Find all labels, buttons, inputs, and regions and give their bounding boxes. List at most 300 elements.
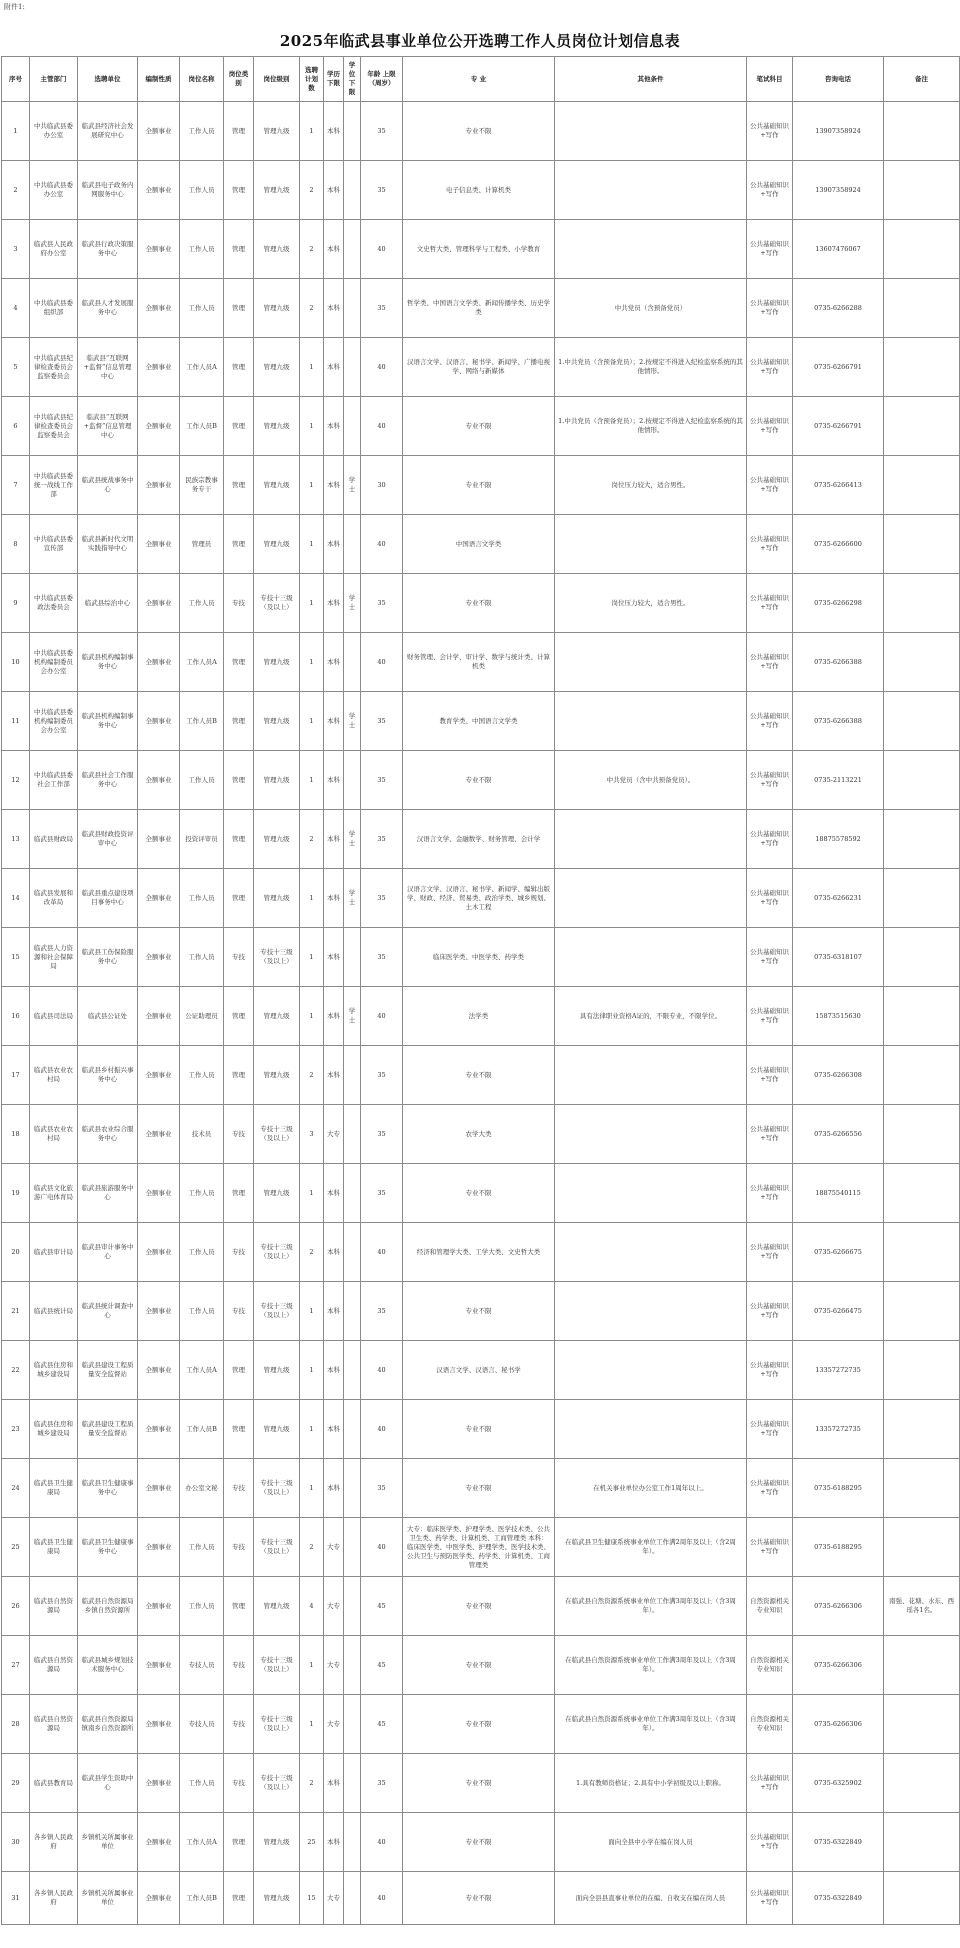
cell-count: 1 bbox=[300, 633, 324, 692]
cell-edu: 本科 bbox=[324, 1459, 344, 1518]
cell-note bbox=[884, 810, 960, 869]
cell-age: 45 bbox=[361, 1577, 403, 1636]
cell-major: 临床医学类、中医学类、药学类 bbox=[403, 928, 555, 987]
cell-major: 法学类 bbox=[403, 987, 555, 1046]
cell-level: 专技十三级（及以上） bbox=[254, 1695, 300, 1754]
cell-age: 40 bbox=[361, 1400, 403, 1459]
cell-level: 专技十三级（及以上） bbox=[254, 1518, 300, 1577]
header-count: 选聘计划数 bbox=[300, 57, 324, 102]
cell-dept: 临武县发展和改革局 bbox=[30, 869, 78, 928]
cell-dept: 中共临武县纪律检查委员会监察委员会 bbox=[30, 397, 78, 456]
cell-no: 19 bbox=[2, 1164, 30, 1223]
cell-nature: 全额事业 bbox=[138, 456, 180, 515]
cell-phone: 0735-6322849 bbox=[793, 1872, 884, 1925]
header-major: 专 业 bbox=[403, 57, 555, 102]
cell-category: 管理 bbox=[224, 810, 254, 869]
cell-degree bbox=[344, 1695, 361, 1754]
cell-unit: 临武县农业综合服务中心 bbox=[78, 1105, 138, 1164]
cell-dept: 临武县统计局 bbox=[30, 1282, 78, 1341]
cell-edu: 本科 bbox=[324, 102, 344, 161]
cell-conditions: 在临武县卫生健康系统事业单位工作满2周年及以上（含2周年）。 bbox=[555, 1518, 747, 1577]
cell-category: 专技 bbox=[224, 574, 254, 633]
cell-nature: 全额事业 bbox=[138, 220, 180, 279]
cell-phone: 0735-6266231 bbox=[793, 869, 884, 928]
cell-level: 管理九级 bbox=[254, 515, 300, 574]
cell-dept: 各乡镇人民政府 bbox=[30, 1872, 78, 1925]
cell-category: 专技 bbox=[224, 1282, 254, 1341]
cell-unit: 临武县卫生健康事务中心 bbox=[78, 1518, 138, 1577]
cell-exam: 自然资源相关专业知识 bbox=[747, 1695, 793, 1754]
cell-no: 20 bbox=[2, 1223, 30, 1282]
cell-level: 专技十三级（及以上） bbox=[254, 928, 300, 987]
cell-phone: 13907358924 bbox=[793, 161, 884, 220]
cell-dept: 中共临武县委办公室 bbox=[30, 102, 78, 161]
cell-age: 35 bbox=[361, 869, 403, 928]
cell-note bbox=[884, 456, 960, 515]
cell-dept: 中共临武县委机构编制委员会办公室 bbox=[30, 633, 78, 692]
header-phone: 咨询电话 bbox=[793, 57, 884, 102]
cell-age: 35 bbox=[361, 928, 403, 987]
cell-category: 管理 bbox=[224, 1813, 254, 1872]
cell-age: 40 bbox=[361, 987, 403, 1046]
cell-unit: 临武县建设工程质量安全监督站 bbox=[78, 1341, 138, 1400]
cell-major: 专业不限 bbox=[403, 1872, 555, 1925]
cell-level: 管理九级 bbox=[254, 1813, 300, 1872]
cell-nature: 全额事业 bbox=[138, 987, 180, 1046]
cell-note bbox=[884, 574, 960, 633]
cell-major: 专业不限 bbox=[403, 397, 555, 456]
cell-nature: 全额事业 bbox=[138, 102, 180, 161]
table-row bbox=[2, 220, 960, 279]
table-row bbox=[2, 1400, 960, 1459]
cell-edu: 本科 bbox=[324, 751, 344, 810]
cell-level: 管理九级 bbox=[254, 279, 300, 338]
cell-nature: 全额事业 bbox=[138, 1046, 180, 1105]
cell-post: 办公室文秘 bbox=[180, 1459, 224, 1518]
cell-phone: 13357272735 bbox=[793, 1341, 884, 1400]
cell-count: 1 bbox=[300, 869, 324, 928]
cell-nature: 全额事业 bbox=[138, 751, 180, 810]
cell-category: 管理 bbox=[224, 1046, 254, 1105]
cell-no: 23 bbox=[2, 1400, 30, 1459]
cell-major: 哲学类、中国语言文学类、新闻传播学类、历史学类 bbox=[403, 279, 555, 338]
cell-post: 工作人员A bbox=[180, 1341, 224, 1400]
cell-post: 工作人员 bbox=[180, 1046, 224, 1105]
cell-level: 管理九级 bbox=[254, 1164, 300, 1223]
table-row bbox=[2, 692, 960, 751]
cell-conditions: 面向全县县直事业单位的在编、自收支在编在岗人员 bbox=[555, 1872, 747, 1925]
cell-degree bbox=[344, 1400, 361, 1459]
cell-count: 1 bbox=[300, 1282, 324, 1341]
cell-age: 40 bbox=[361, 1518, 403, 1577]
cell-major: 电子信息类、计算机类 bbox=[403, 161, 555, 220]
table-row bbox=[2, 928, 960, 987]
cell-no: 26 bbox=[2, 1577, 30, 1636]
cell-degree bbox=[344, 397, 361, 456]
cell-age: 35 bbox=[361, 692, 403, 751]
cell-dept: 中共临武县委统一战线工作部 bbox=[30, 456, 78, 515]
cell-post: 工作人员 bbox=[180, 1518, 224, 1577]
cell-dept: 中共临武县委社会工作部 bbox=[30, 751, 78, 810]
cell-nature: 全额事业 bbox=[138, 1518, 180, 1577]
cell-age: 35 bbox=[361, 279, 403, 338]
cell-major: 专业不限 bbox=[403, 1636, 555, 1695]
cell-level: 专技十三级（及以上） bbox=[254, 1754, 300, 1813]
cell-degree bbox=[344, 1577, 361, 1636]
cell-post: 投资评审员 bbox=[180, 810, 224, 869]
cell-degree bbox=[344, 220, 361, 279]
cell-age: 40 bbox=[361, 338, 403, 397]
cell-no: 3 bbox=[2, 220, 30, 279]
cell-level: 专技十三级（及以上） bbox=[254, 1282, 300, 1341]
cell-conditions bbox=[555, 928, 747, 987]
table-row bbox=[2, 456, 960, 515]
cell-major: 专业不限 bbox=[403, 1754, 555, 1813]
cell-category: 管理 bbox=[224, 1341, 254, 1400]
cell-count: 2 bbox=[300, 1046, 324, 1105]
cell-dept: 临武县农业农村局 bbox=[30, 1105, 78, 1164]
cell-major: 专业不限 bbox=[403, 1400, 555, 1459]
cell-post: 工作人员 bbox=[180, 1164, 224, 1223]
cell-category: 专技 bbox=[224, 1695, 254, 1754]
cell-level: 专技十三级（及以上） bbox=[254, 1223, 300, 1282]
cell-phone: 0735-6266556 bbox=[793, 1105, 884, 1164]
cell-count: 1 bbox=[300, 751, 324, 810]
cell-degree bbox=[344, 1813, 361, 1872]
table-row bbox=[2, 515, 960, 574]
cell-count: 2 bbox=[300, 279, 324, 338]
cell-nature: 全额事业 bbox=[138, 1754, 180, 1813]
cell-note bbox=[884, 1282, 960, 1341]
cell-post: 工作人员 bbox=[180, 161, 224, 220]
cell-phone: 13907358924 bbox=[793, 102, 884, 161]
cell-nature: 全额事业 bbox=[138, 1695, 180, 1754]
cell-post: 工作人员 bbox=[180, 1223, 224, 1282]
cell-category: 专技 bbox=[224, 928, 254, 987]
cell-phone: 0735-6266288 bbox=[793, 279, 884, 338]
cell-edu: 本科 bbox=[324, 1341, 344, 1400]
cell-degree bbox=[344, 515, 361, 574]
cell-post: 工作人员A bbox=[180, 1813, 224, 1872]
cell-category: 管理 bbox=[224, 515, 254, 574]
cell-nature: 全额事业 bbox=[138, 1459, 180, 1518]
cell-major: 专业不限 bbox=[403, 1695, 555, 1754]
cell-nature: 全额事业 bbox=[138, 397, 180, 456]
cell-exam: 公共基础知识+写作 bbox=[747, 574, 793, 633]
cell-major: 汉语言文学、汉语言、秘书学 bbox=[403, 1341, 555, 1400]
cell-conditions: 在临武县自然资源系统事业单位工作满3周年及以上（含3周年）。 bbox=[555, 1695, 747, 1754]
cell-unit: 临武县经济社会发展研究中心 bbox=[78, 102, 138, 161]
cell-dept: 临武县自然资源局 bbox=[30, 1636, 78, 1695]
cell-degree bbox=[344, 1282, 361, 1341]
cell-count: 2 bbox=[300, 810, 324, 869]
cell-age: 35 bbox=[361, 810, 403, 869]
cell-major: 汉语言文学、汉语言、秘书学、新闻学、广播电视学、网络与新媒体 bbox=[403, 338, 555, 397]
header-post: 岗位名称 bbox=[180, 57, 224, 102]
cell-nature: 全额事业 bbox=[138, 633, 180, 692]
cell-no: 6 bbox=[2, 397, 30, 456]
cell-degree bbox=[344, 1341, 361, 1400]
cell-count: 1 bbox=[300, 1695, 324, 1754]
cell-phone: 13357272735 bbox=[793, 1400, 884, 1459]
cell-age: 45 bbox=[361, 1636, 403, 1695]
cell-edu: 本科 bbox=[324, 692, 344, 751]
cell-category: 专技 bbox=[224, 1754, 254, 1813]
cell-nature: 全额事业 bbox=[138, 161, 180, 220]
cell-dept: 中共临武县委办公室 bbox=[30, 161, 78, 220]
cell-no: 12 bbox=[2, 751, 30, 810]
cell-nature: 全额事业 bbox=[138, 338, 180, 397]
cell-level: 管理九级 bbox=[254, 220, 300, 279]
cell-unit: 临武县电子政务内网服务中心 bbox=[78, 161, 138, 220]
cell-no: 21 bbox=[2, 1282, 30, 1341]
cell-nature: 全额事业 bbox=[138, 928, 180, 987]
cell-nature: 全额事业 bbox=[138, 810, 180, 869]
table-row bbox=[2, 633, 960, 692]
cell-exam: 公共基础知识+写作 bbox=[747, 161, 793, 220]
cell-no: 10 bbox=[2, 633, 30, 692]
cell-unit: 临武县“互联网+监督”信息管理中心 bbox=[78, 397, 138, 456]
cell-note bbox=[884, 987, 960, 1046]
cell-no: 30 bbox=[2, 1813, 30, 1872]
cell-post: 工作人员 bbox=[180, 869, 224, 928]
cell-no: 24 bbox=[2, 1459, 30, 1518]
cell-count: 4 bbox=[300, 1577, 324, 1636]
cell-exam: 公共基础知识+写作 bbox=[747, 869, 793, 928]
cell-level: 管理九级 bbox=[254, 1341, 300, 1400]
cell-age: 40 bbox=[361, 1341, 403, 1400]
cell-age: 40 bbox=[361, 633, 403, 692]
cell-post: 工作人员B bbox=[180, 1400, 224, 1459]
cell-category: 管理 bbox=[224, 633, 254, 692]
cell-major: 专业不限 bbox=[403, 1046, 555, 1105]
cell-dept: 临武县司法局 bbox=[30, 987, 78, 1046]
cell-post: 技术员 bbox=[180, 1105, 224, 1164]
cell-phone: 0735-6266298 bbox=[793, 574, 884, 633]
cell-exam: 公共基础知识+写作 bbox=[747, 338, 793, 397]
cell-degree bbox=[344, 751, 361, 810]
cell-edu: 本科 bbox=[324, 456, 344, 515]
cell-count: 1 bbox=[300, 574, 324, 633]
cell-conditions: 面向全县中小学在编在岗人员 bbox=[555, 1813, 747, 1872]
cell-edu: 本科 bbox=[324, 633, 344, 692]
header-nature: 编制性质 bbox=[138, 57, 180, 102]
cell-conditions: 1.中共党员（含预备党员）；2.按规定不得进入纪检监察系统的其他情形。 bbox=[555, 338, 747, 397]
cell-count: 3 bbox=[300, 1105, 324, 1164]
cell-major: 汉语言文学、金融数学、财务管理、会计学 bbox=[403, 810, 555, 869]
cell-age: 35 bbox=[361, 1046, 403, 1105]
cell-note bbox=[884, 279, 960, 338]
cell-level: 管理九级 bbox=[254, 692, 300, 751]
table-row bbox=[2, 1282, 960, 1341]
cell-unit: 临武县行政决策服务中心 bbox=[78, 220, 138, 279]
cell-note bbox=[884, 515, 960, 574]
cell-nature: 全额事业 bbox=[138, 692, 180, 751]
cell-nature: 全额事业 bbox=[138, 1636, 180, 1695]
cell-age: 35 bbox=[361, 751, 403, 810]
cell-edu: 本科 bbox=[324, 574, 344, 633]
header-age: 年龄 上限（周岁） bbox=[361, 57, 403, 102]
cell-category: 管理 bbox=[224, 692, 254, 751]
cell-unit: 临武县城乡规划技术服务中心 bbox=[78, 1636, 138, 1695]
cell-count: 15 bbox=[300, 1872, 324, 1925]
cell-edu: 本科 bbox=[324, 1813, 344, 1872]
cell-conditions bbox=[555, 220, 747, 279]
cell-level: 专技十三级（及以上） bbox=[254, 574, 300, 633]
cell-dept: 临武县财政局 bbox=[30, 810, 78, 869]
cell-note bbox=[884, 1459, 960, 1518]
cell-phone: 0735-6266600 bbox=[793, 515, 884, 574]
cell-category: 管理 bbox=[224, 397, 254, 456]
cell-edu: 本科 bbox=[324, 279, 344, 338]
cell-conditions bbox=[555, 1223, 747, 1282]
cell-count: 1 bbox=[300, 692, 324, 751]
cell-no: 14 bbox=[2, 869, 30, 928]
cell-no: 7 bbox=[2, 456, 30, 515]
cell-major: 专业不限 bbox=[403, 456, 555, 515]
cell-phone: 0735-2113221 bbox=[793, 751, 884, 810]
cell-edu: 本科 bbox=[324, 1223, 344, 1282]
cell-unit: 临武县新时代文明实践指导中心 bbox=[78, 515, 138, 574]
cell-exam: 公共基础知识+写作 bbox=[747, 1400, 793, 1459]
cell-level: 管理九级 bbox=[254, 102, 300, 161]
cell-count: 2 bbox=[300, 1754, 324, 1813]
cell-dept: 临武县农业农村局 bbox=[30, 1046, 78, 1105]
cell-major: 专业不限 bbox=[403, 1813, 555, 1872]
cell-nature: 全额事业 bbox=[138, 1105, 180, 1164]
cell-major: 财务管理、会计学、审计学、数学与统计类、计算机类 bbox=[403, 633, 555, 692]
cell-note bbox=[884, 1223, 960, 1282]
cell-age: 35 bbox=[361, 1164, 403, 1223]
cell-edu: 本科 bbox=[324, 1754, 344, 1813]
cell-phone: 18875578592 bbox=[793, 810, 884, 869]
header-degree: 学位下限 bbox=[344, 57, 361, 102]
cell-post: 工作人员 bbox=[180, 574, 224, 633]
cell-category: 管理 bbox=[224, 1400, 254, 1459]
header-edu: 学历下限 bbox=[324, 57, 344, 102]
cell-conditions bbox=[555, 1164, 747, 1223]
cell-degree bbox=[344, 1518, 361, 1577]
cell-no: 4 bbox=[2, 279, 30, 338]
cell-category: 管理 bbox=[224, 338, 254, 397]
cell-phone: 0735-6266308 bbox=[793, 1046, 884, 1105]
cell-no: 25 bbox=[2, 1518, 30, 1577]
cell-dept: 临武县自然资源局 bbox=[30, 1695, 78, 1754]
cell-conditions: 中共党员（含中共预备党员）。 bbox=[555, 751, 747, 810]
cell-conditions bbox=[555, 102, 747, 161]
cell-note bbox=[884, 1105, 960, 1164]
cell-dept: 中共临武县纪律检查委员会监察委员会 bbox=[30, 338, 78, 397]
cell-no: 27 bbox=[2, 1636, 30, 1695]
cell-unit: 临武县学生资助中心 bbox=[78, 1754, 138, 1813]
cell-phone: 0735-6188295 bbox=[793, 1518, 884, 1577]
cell-post: 工作人员 bbox=[180, 1754, 224, 1813]
cell-edu: 大专 bbox=[324, 1518, 344, 1577]
cell-post: 工作人员B bbox=[180, 397, 224, 456]
cell-unit: 乡镇机关所属事业单位 bbox=[78, 1872, 138, 1925]
cell-major: 专业不限 bbox=[403, 1282, 555, 1341]
cell-conditions: 具有法律职业资格A证的，不限专业，不限学位。 bbox=[555, 987, 747, 1046]
cell-dept: 临武县审计局 bbox=[30, 1223, 78, 1282]
cell-unit: 乡镇机关所属事业单位 bbox=[78, 1813, 138, 1872]
cell-exam: 公共基础知识+写作 bbox=[747, 1046, 793, 1105]
cell-unit: 临武县社会工作服务中心 bbox=[78, 751, 138, 810]
cell-level: 管理九级 bbox=[254, 751, 300, 810]
cell-age: 35 bbox=[361, 1282, 403, 1341]
cell-exam: 公共基础知识+写作 bbox=[747, 987, 793, 1046]
cell-major: 教育学类、中国语言文学类 bbox=[403, 692, 555, 751]
cell-degree bbox=[344, 1872, 361, 1925]
table-row bbox=[2, 1872, 960, 1925]
cell-category: 专技 bbox=[224, 1223, 254, 1282]
cell-exam: 公共基础知识+写作 bbox=[747, 397, 793, 456]
cell-level: 管理九级 bbox=[254, 1577, 300, 1636]
cell-degree bbox=[344, 928, 361, 987]
cell-dept: 临武县住房和城乡建设局 bbox=[30, 1400, 78, 1459]
cell-phone: 0735-6266791 bbox=[793, 397, 884, 456]
cell-exam: 公共基础知识+写作 bbox=[747, 515, 793, 574]
cell-age: 40 bbox=[361, 1872, 403, 1925]
cell-phone: 15873515630 bbox=[793, 987, 884, 1046]
cell-exam: 公共基础知识+写作 bbox=[747, 1813, 793, 1872]
cell-phone: 0735-6322849 bbox=[793, 1813, 884, 1872]
cell-count: 1 bbox=[300, 1400, 324, 1459]
cell-nature: 全额事业 bbox=[138, 1813, 180, 1872]
cell-note bbox=[884, 751, 960, 810]
table-row bbox=[2, 987, 960, 1046]
cell-dept: 临武县卫生健康局 bbox=[30, 1518, 78, 1577]
table-row bbox=[2, 1695, 960, 1754]
cell-count: 1 bbox=[300, 987, 324, 1046]
cell-phone: 0735-6266388 bbox=[793, 692, 884, 751]
cell-note bbox=[884, 1695, 960, 1754]
cell-age: 45 bbox=[361, 1695, 403, 1754]
cell-dept: 临武县卫生健康局 bbox=[30, 1459, 78, 1518]
cell-category: 管理 bbox=[224, 751, 254, 810]
cell-post: 专技人员 bbox=[180, 1636, 224, 1695]
cell-nature: 全额事业 bbox=[138, 279, 180, 338]
cell-no: 8 bbox=[2, 515, 30, 574]
cell-nature: 全额事业 bbox=[138, 1872, 180, 1925]
table-row bbox=[2, 1636, 960, 1695]
cell-conditions: 在机关事业单位办公室工作1周年以上。 bbox=[555, 1459, 747, 1518]
cell-note bbox=[884, 102, 960, 161]
cell-unit: 临武县公证处 bbox=[78, 987, 138, 1046]
cell-note bbox=[884, 928, 960, 987]
cell-note: 南强、花塘、水东、西瑶各1名。 bbox=[884, 1577, 960, 1636]
cell-unit: 临武县乡村振兴事务中心 bbox=[78, 1046, 138, 1105]
cell-conditions: 1.中共党员（含预备党员）；2.按规定不得进入纪检监察系统的其他情形。 bbox=[555, 397, 747, 456]
position-plan-table bbox=[1, 56, 960, 1925]
cell-count: 1 bbox=[300, 1459, 324, 1518]
cell-count: 1 bbox=[300, 338, 324, 397]
cell-degree bbox=[344, 1636, 361, 1695]
cell-unit: 临武县“互联网+监督”信息管理中心 bbox=[78, 338, 138, 397]
table-row bbox=[2, 1813, 960, 1872]
cell-note bbox=[884, 1046, 960, 1105]
cell-level: 管理九级 bbox=[254, 810, 300, 869]
cell-category: 管理 bbox=[224, 279, 254, 338]
cell-post: 工作人员B bbox=[180, 1872, 224, 1925]
cell-edu: 本科 bbox=[324, 1400, 344, 1459]
cell-dept: 各乡镇人民政府 bbox=[30, 1813, 78, 1872]
cell-category: 专技 bbox=[224, 1636, 254, 1695]
cell-degree bbox=[344, 1754, 361, 1813]
cell-no: 16 bbox=[2, 987, 30, 1046]
cell-edu: 本科 bbox=[324, 338, 344, 397]
cell-conditions bbox=[555, 633, 747, 692]
cell-age: 35 bbox=[361, 161, 403, 220]
